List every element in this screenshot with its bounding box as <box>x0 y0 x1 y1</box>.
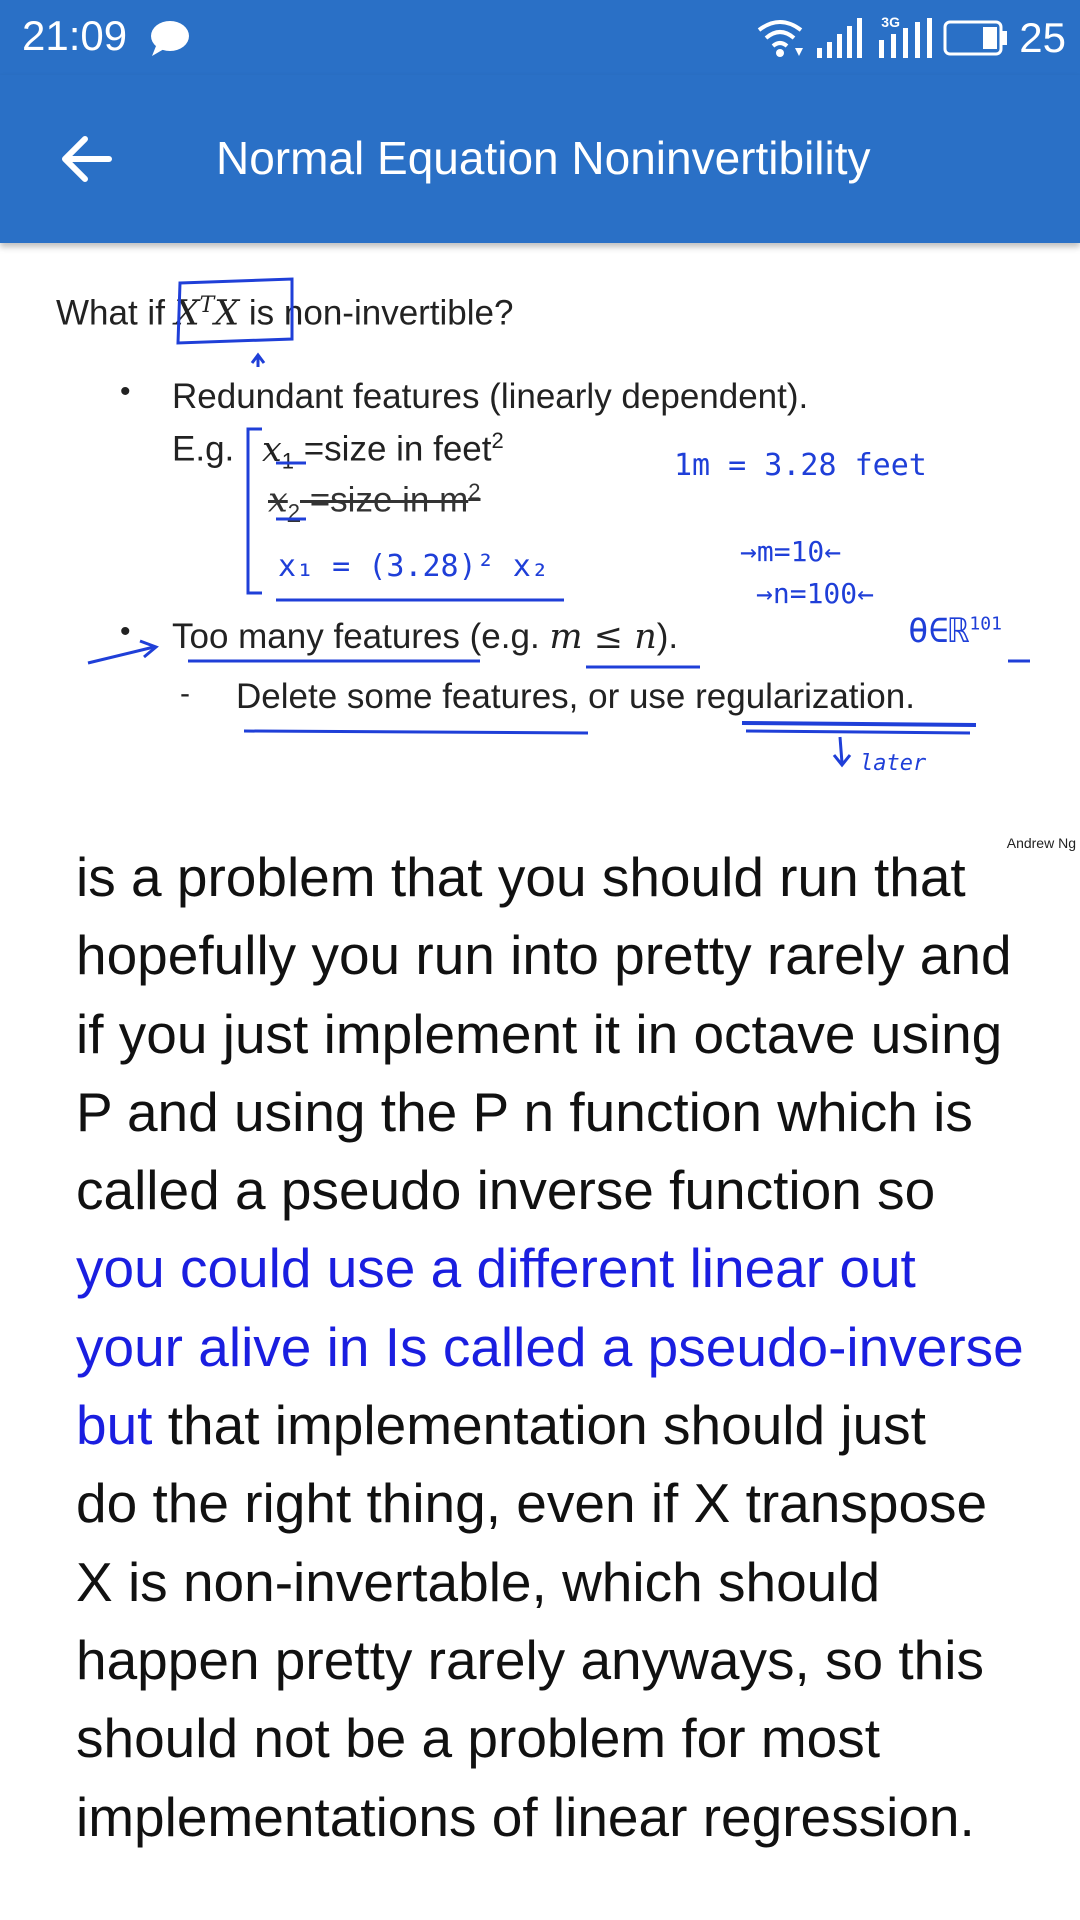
slide-question: What if $X^TX$ is non-invertible? <box>56 293 514 334</box>
sub-bullet-dash: - <box>180 677 190 710</box>
transcript-line: X is non-invertable, which should <box>76 1550 881 1613</box>
bullet-dot-1: • <box>120 375 131 408</box>
slide-eg-x1: E.g. $x_1$ =size in feet$^2$ <box>172 428 504 474</box>
slide-credit: Andrew Ng <box>1006 835 1076 851</box>
page-title: Normal Equation Noninvertibility <box>216 132 871 184</box>
transcript-text <box>76 838 1036 1856</box>
transcript-line-highlighted: you could use a different linear out <box>76 1237 916 1300</box>
app-toolbar <box>0 75 1080 243</box>
status-time: 21:09 <box>22 12 128 59</box>
battery-level: 25 <box>1019 14 1066 61</box>
note-x1-equation: x₁ = (3.28)² x₂ <box>278 549 549 584</box>
wifi-icon <box>755 16 805 60</box>
transcript-line-highlighted: your alive in Is called a pseudo-inverse <box>76 1315 1024 1378</box>
back-button[interactable] <box>40 121 130 197</box>
transcript-line: happen pretty rarely anyways, so this <box>76 1628 984 1691</box>
status-icons <box>755 8 1066 68</box>
note-1m-feet: 1m = 3.28 feet <box>674 448 927 483</box>
transcript-highlighted-word: but <box>76 1394 153 1457</box>
slide-sub-bullet: Delete some features, or use regularization. <box>236 677 915 716</box>
note-theta: θ∈ℝ$^{101}$ <box>908 611 1002 651</box>
chat-icon <box>148 18 192 58</box>
transcript-line: hopefully you run into pretty rarely and <box>76 924 1012 987</box>
bullet-dot-2: • <box>120 615 131 648</box>
note-m-10: →m=10← <box>740 535 842 568</box>
battery-icon <box>943 18 1009 58</box>
status-bar <box>0 0 1080 75</box>
transcript-line: implementations of linear regression. <box>76 1785 975 1848</box>
transcript-line: is a problem that you should run that <box>76 846 966 908</box>
transcript-line <box>76 1386 1036 1464</box>
transcript-line: should not be a problem for most <box>76 1707 881 1770</box>
note-later: later <box>860 751 927 776</box>
lecture-slide <box>0 243 1080 860</box>
transcript-line: if you just implement it in octave using <box>76 1002 1003 1065</box>
pen-annotations <box>0 243 1080 860</box>
network-type: 3G <box>881 14 900 30</box>
transcript-line: called a pseudo inverse function so <box>76 1159 936 1222</box>
note-n-100: →n=100← <box>756 577 875 610</box>
slide-eg-x2: $x_2$ =size in $m^2$ <box>268 479 481 525</box>
transcript-line: P and using the P n function which is <box>76 1080 973 1143</box>
signal-icon <box>815 16 867 60</box>
arrow-left-icon <box>57 134 113 184</box>
slide-bullet-1: Redundant features (linearly dependent). <box>172 377 809 416</box>
transcript-line-rest: that implementation should just <box>152 1394 926 1457</box>
transcript-line: do the right thing, even if X transpose <box>76 1472 988 1535</box>
signal-3g-icon <box>877 16 933 60</box>
slide-bullet-2: Too many features (e.g. m ≤ n). <box>172 617 679 657</box>
